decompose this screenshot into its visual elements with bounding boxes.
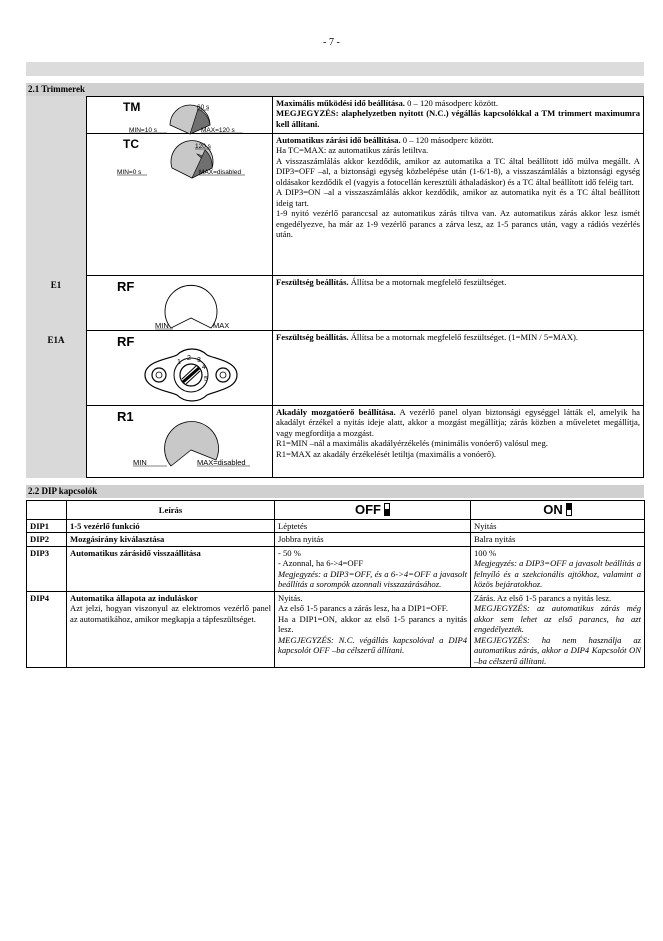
trimmer-illustration — [86, 276, 272, 331]
header-bar — [26, 62, 644, 76]
row-label — [26, 96, 86, 134]
dip-description: 1-5 vezérlő funkció — [67, 520, 275, 533]
knob-icon — [87, 97, 273, 135]
dip-on-value: 100 % Megjegyzés: a DIP3=OFF a javasolt beállítás a felnyíló és a szekcionális ajtókhoz, valamint a közös bejáratokhoz. — [471, 546, 645, 591]
selector-switch-icon — [87, 331, 273, 406]
switch-on-icon — [566, 503, 572, 516]
dip-id: DIP3 — [27, 546, 67, 591]
knob-icon — [87, 276, 273, 331]
trimmer-description: Feszültség beállítás. Állítsa be a motornak megfelelő feszültséget. — [272, 276, 644, 331]
trimmer-name: R1 — [117, 409, 134, 424]
trimmer-name: TC — [123, 137, 139, 151]
row-label: E1A — [26, 331, 86, 406]
dip-off-value: - 50 % - Azonnal, ha 6->4=OFF Megjegyzés: a DIP3=OFF, és a 6->4=OFF a javasolt beállítás a sorompók azonnali visszazárásához. — [275, 546, 471, 591]
trimmer-description: Maximális működési idő beállítása. 0 – 120 másodperc között. MEGJEGYZÉS: alaphelyzetben nyitott (N.C.) végállás kapcsolókkal a TM trimmert maximumra kell állítani. — [272, 96, 644, 134]
table-row — [27, 520, 645, 533]
table-row — [27, 533, 645, 546]
knob-max-label: MAX=disabled — [197, 458, 246, 467]
trimmer-illustration — [86, 406, 272, 478]
trimmer-description: Akadály mozgatóerő beállítása. A vezérlő panel olyan biztonsági egységgel látták el, amelyik ha akadályt érzékel a nyitás ideje alatt, akkor a mozgást megállítja; zárás közben a műveletet megállítja, vagy megfordítja a mozgást. R1=MIN –nál a maximális akadályérzékelés (minimális vonóerő) valósul meg. R1=MAX az akadály érzékelését letiltja (maximális a vonóerő). — [272, 406, 644, 478]
dip-switch-table — [26, 500, 645, 668]
dip-description: Mozgásirány kiválasztása — [67, 533, 275, 546]
section-heading-dip: 2.2 DIP kapcsolók — [26, 485, 644, 498]
trimmer-illustration — [86, 331, 272, 406]
trimmer-description: Automatikus zárási idő beállítása. 0 – 120 másodperc között. Ha TC=MAX: az automatikus zárás letiltva. A visszaszámlálás akkor kezdődik, amikor az automatika a TC által beállított idő múlva megállt. A DIP3=OFF –al, a biztonsági egység közbelépése után (1-6/1-8), a visszaszámlálás a biztonsági egység oldásakor kezdődik el (vagyis a fotocellán keresztüli áthaladáskor) és a TC által beállított idő feléig tart. A DIP3=ON –al a visszaszámlálás akkor kezdődik, amikor az automatika nyit és a TC által beállított ideig tart. 1-9 nyitó vezérlő paranccsal az automatikus zárás tiltva van. Az automatikus zárás akkor lesz ismét engedélyezve, ha már az 1-9 vezérlő parancs a zárva lesz, az 1-5 parancs után, vagy a rádiós vezérlés után. — [272, 134, 644, 276]
knob-top-label: 120 s — [195, 143, 211, 150]
knob-icon — [87, 406, 273, 478]
trimmer-illustration — [86, 96, 272, 134]
knob-top-label: 60 s — [197, 104, 210, 111]
table-row — [27, 546, 645, 591]
table-row — [27, 591, 645, 667]
knob-icon — [87, 134, 273, 194]
dip-id: DIP1 — [27, 520, 67, 533]
dip-off-value: Nyitás. Az első 1-5 parancs a zárás lesz, ha a DIP1=OFF. Ha a DIP1=ON, akkor az első 1-5 parancs a nyitás lesz. MEGJEGYZÉS: N.C. végállás kapcsolóval a DIP4 kapcsolót OFF –ba célszerű állítani. — [275, 591, 471, 667]
dip-description: Automatikus zárásidő visszaállítása — [67, 546, 275, 591]
trimmer-table — [26, 96, 644, 480]
trimmer-row-e1 — [26, 276, 644, 331]
table-header-row — [27, 501, 645, 520]
knob-min-label: MIN — [155, 321, 169, 330]
dip-off-value: Léptetés — [275, 520, 471, 533]
trimmer-row-tm — [26, 96, 644, 134]
dip-id: DIP4 — [27, 591, 67, 667]
trimmer-name: RF — [117, 334, 135, 349]
knob-max-label: MAX=disabled — [199, 169, 242, 176]
trimmer-row-e1a — [26, 331, 644, 406]
selector-position-3: 3 — [197, 357, 201, 364]
trimmer-name: RF — [117, 279, 135, 294]
header-blank — [27, 501, 67, 520]
knob-max-label: MAX=120 s — [201, 127, 235, 134]
trimmer-description: Feszültség beállítás. Állítsa be a motornak megfelelő feszültséget. (1=MIN / 5=MAX). — [272, 331, 644, 406]
selector-position-1: 1 — [177, 359, 181, 366]
trimmer-row-r1 — [26, 406, 644, 478]
dip-off-value: Jobbra nyitás — [275, 533, 471, 546]
knob-min-label: MIN — [133, 458, 147, 467]
selector-position-2: 2 — [187, 355, 191, 362]
header-on: ON — [471, 501, 645, 520]
knob-max-label: MAX — [213, 321, 230, 330]
dip-description: Automatika állapota az induláskor Azt jelzi, hogyan viszonyul az elektromos vezérlő panel az automatikához, amikor megkapja a tápfeszültséget. — [67, 591, 275, 667]
trimmer-row-tc — [26, 134, 644, 276]
knob-min-label: MIN=10 s — [129, 127, 157, 134]
dip-on-value: Zárás. Az első 1-5 parancs a nyitás lesz. MEGJEGYZÉS: az automatikus zárás még akkor sem lehet az első parancs, ha azt engedélyezték. MEGJEGYZÉS: ha nem használja az automatikus zárás, akkor a DIP4 Kapcsolót ON –ba célszerű állítani. — [471, 591, 645, 667]
dip-on-value: Balra nyitás — [471, 533, 645, 546]
dip-on-value: Nyitás — [471, 520, 645, 533]
dip-id: DIP2 — [27, 533, 67, 546]
header-description: Leírás — [67, 501, 275, 520]
row-label — [26, 134, 86, 276]
selector-position-5: 5 — [204, 376, 208, 383]
section-heading-trimmers: 2.1 Trimmerek — [26, 83, 644, 96]
selector-position-4: 4 — [202, 364, 206, 371]
header-off: OFF — [275, 501, 471, 520]
page-number: - 7 - — [323, 37, 340, 48]
knob-min-label: MIN=0 s — [117, 169, 142, 176]
row-label: E1 — [26, 276, 86, 331]
trimmer-name: TM — [123, 100, 141, 114]
row-label — [26, 406, 86, 478]
trimmer-illustration — [86, 134, 272, 276]
switch-off-icon — [384, 503, 390, 516]
